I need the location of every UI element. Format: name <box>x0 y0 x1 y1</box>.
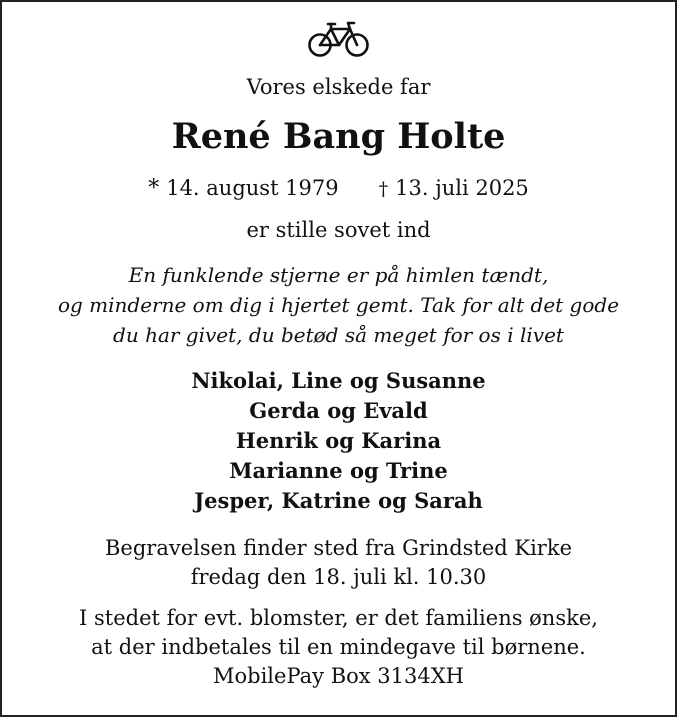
donation-line: at der indbetales til en mindegave til børnene. <box>91 635 586 659</box>
intro-text: Vores elskede far <box>246 75 431 99</box>
verse-line: du har givet, du betød så meget for os i livet <box>113 323 564 347</box>
funeral-line: Begravelsen finder sted fra Grindsted Kirke <box>104 536 572 560</box>
donation-line: MobilePay Box 3134XH <box>213 664 464 688</box>
verse-line: En funklende stjerne er på himlen tændt, <box>128 263 549 287</box>
family-line: Marianne og Trine <box>229 458 448 483</box>
rest-text: er stille sovet ind <box>246 218 431 242</box>
bicycle-icon <box>307 18 371 58</box>
death-symbol: † <box>378 178 389 200</box>
donation-info <box>2 604 675 691</box>
family-line: Henrik og Karina <box>235 428 442 453</box>
family-line: Gerda og Evald <box>249 398 428 423</box>
death-date: 13. juli 2025 <box>395 176 529 200</box>
bicycle-icon-wrapper <box>2 18 675 58</box>
birth-date: 14. august 1979 <box>166 176 339 200</box>
donation-line: I stedet for evt. blomster, er det familiens ønske, <box>79 606 598 630</box>
memorial-verse <box>2 260 675 350</box>
birth-symbol: * <box>148 176 160 201</box>
family-line: Nikolai, Line og Susanne <box>191 368 486 393</box>
deceased-name: René Bang Holte <box>171 116 506 157</box>
family-list <box>2 366 675 516</box>
death-date-group <box>379 175 529 202</box>
family-line: Jesper, Katrine og Sarah <box>194 488 483 513</box>
verse-line: og minderne om dig i hjertet gemt. Tak for alt det gode <box>57 293 620 317</box>
funeral-line: fredag den 18. juli kl. 10.30 <box>190 565 487 589</box>
life-dates <box>2 175 675 202</box>
funeral-info <box>2 534 675 592</box>
birth-date-group <box>148 175 338 202</box>
